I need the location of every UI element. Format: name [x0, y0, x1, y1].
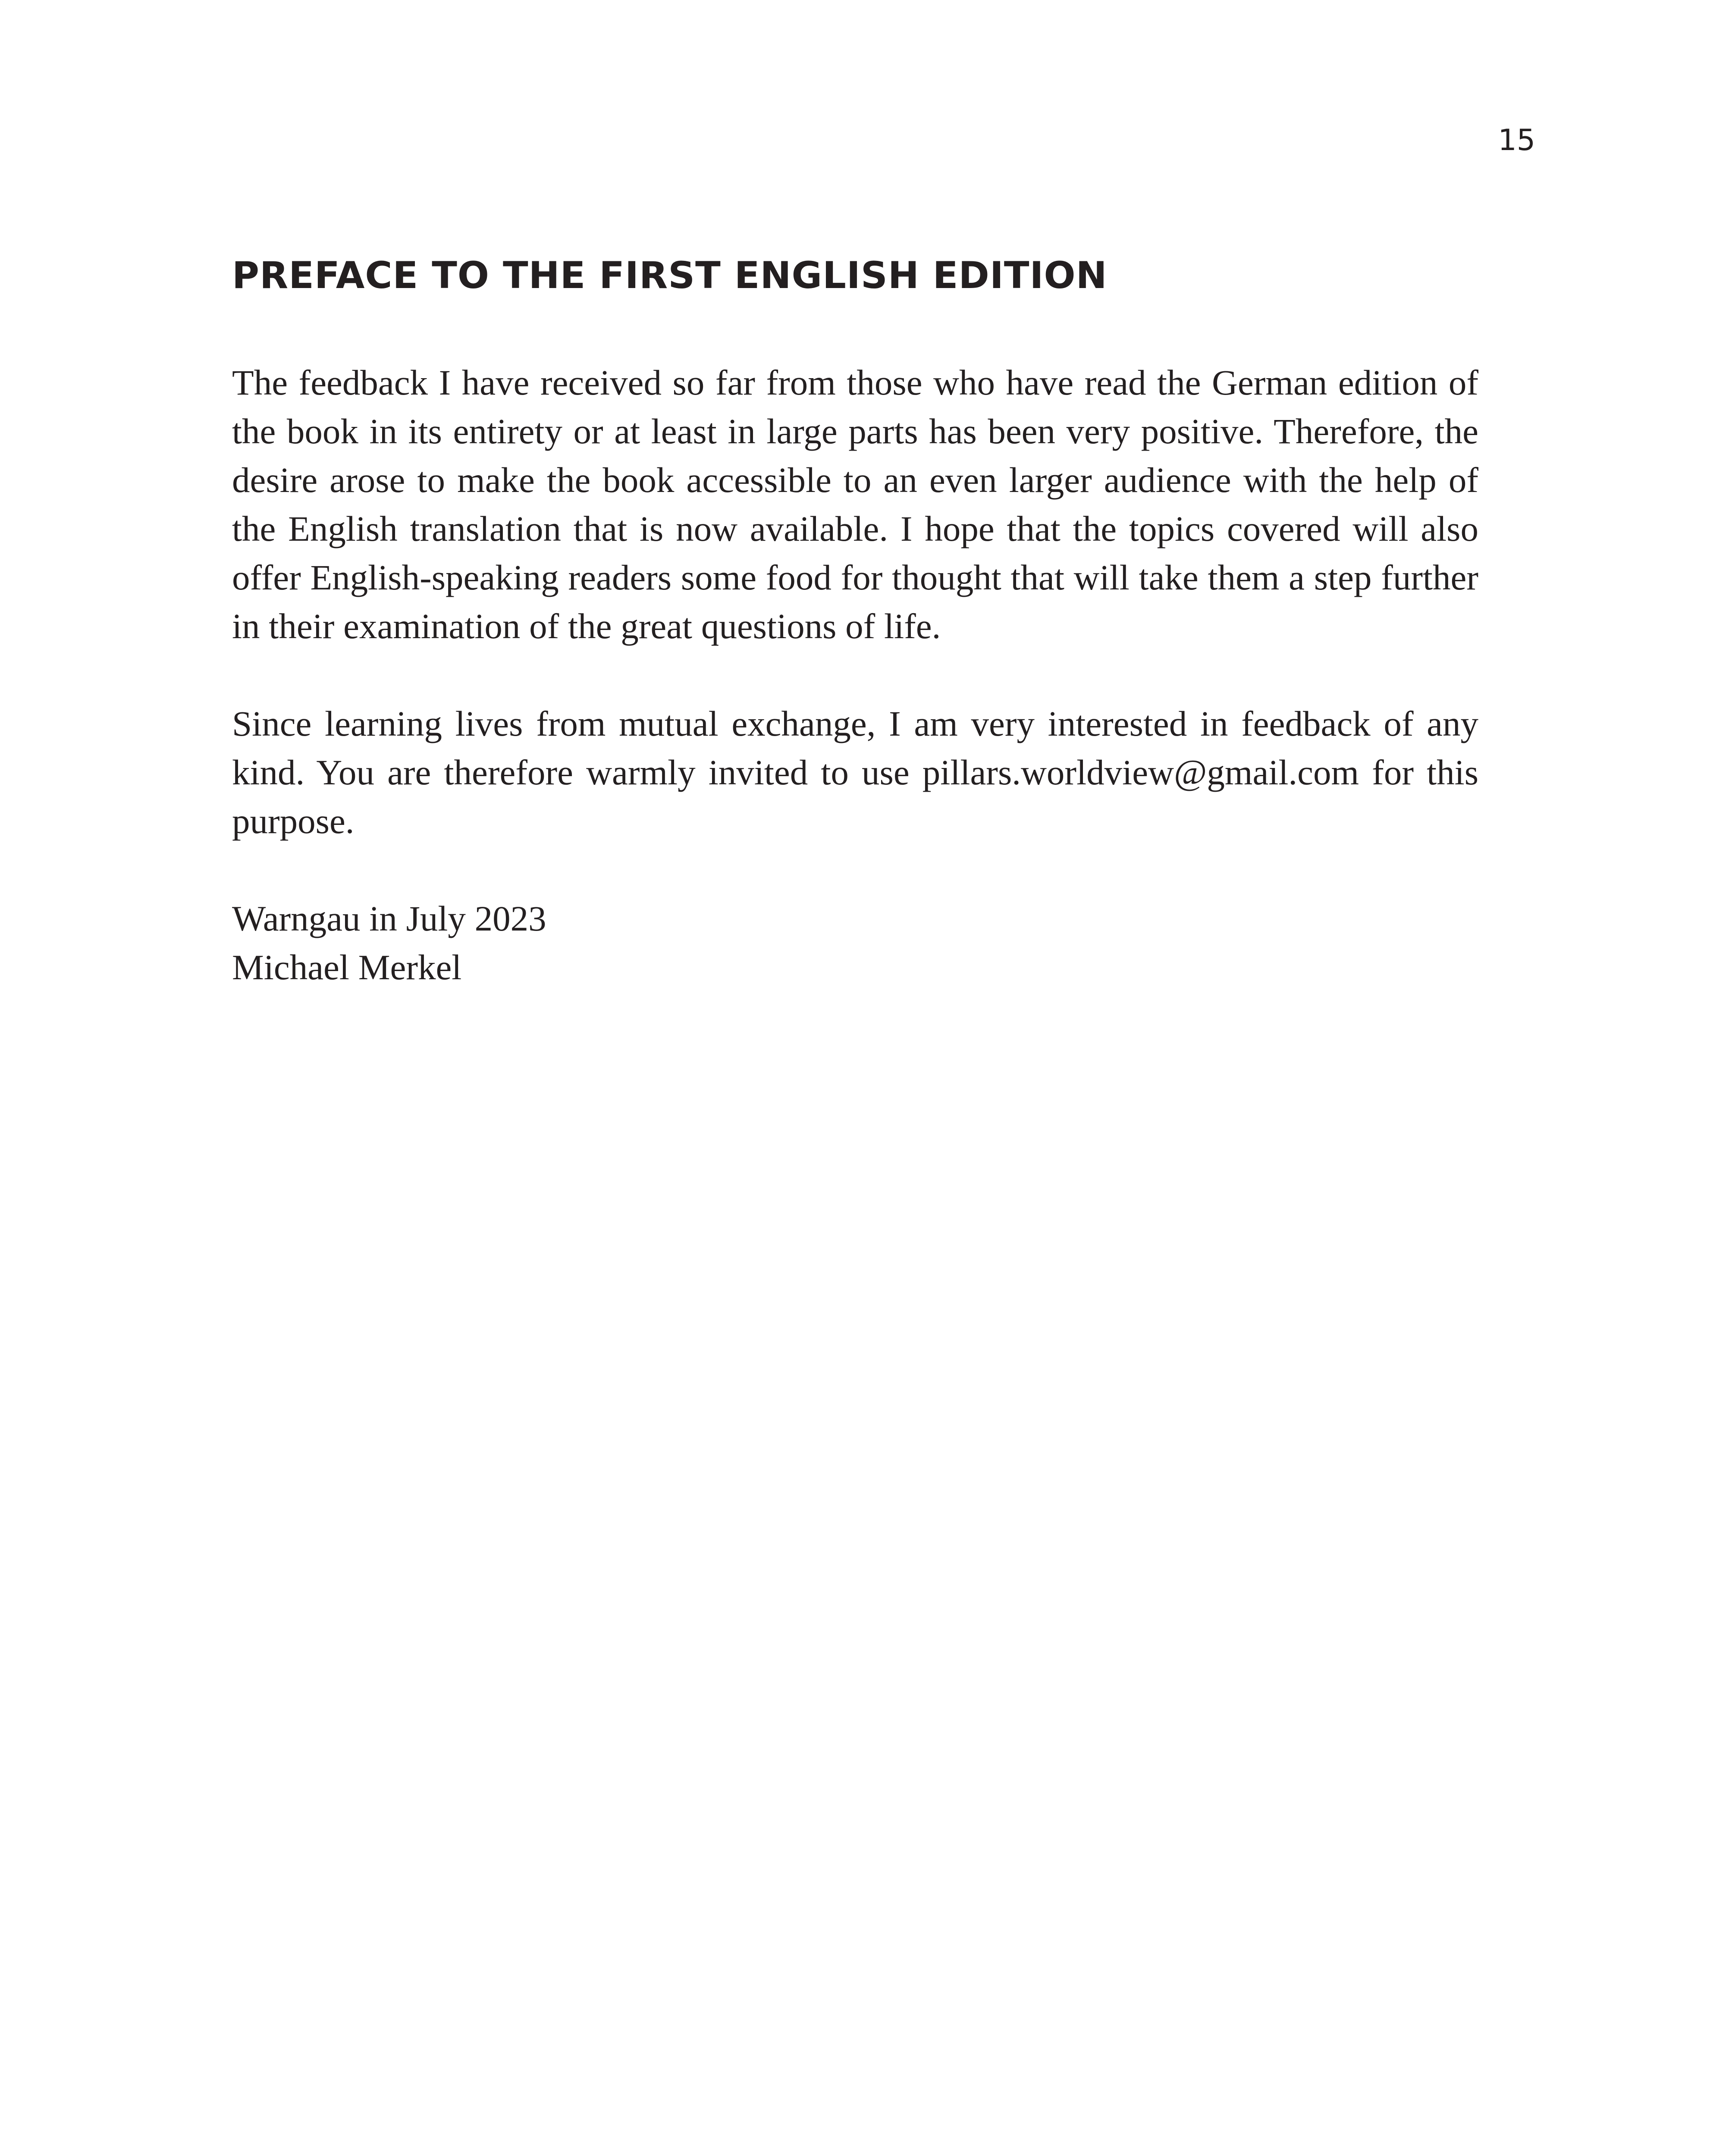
preface-section: [232, 254, 1478, 992]
signoff: [232, 894, 1478, 992]
place-date: Warngau in July 2023: [232, 899, 546, 939]
author-name: Michael Merkel: [232, 947, 462, 987]
preface-paragraph-2: Since learning lives from mutual exchange, I am very interested in feedback of any kind. You are therefore warmly invited to use pillars.worldview@gmail.com for this purpose.: [232, 704, 1478, 841]
preface-body: [232, 358, 1478, 992]
page-number: 15: [1498, 123, 1535, 157]
preface-heading: PREFACE TO THE FIRST ENGLISH EDITION: [232, 254, 1108, 297]
preface-paragraph-1: The feedback I have received so far from those who have read the German edition of the book in its entirety or at least in large parts has been very positive. Therefore, the desire arose to make the book accessible to an even larger audience with the help of the English translation that is now available. I hope that the topics covered will also offer English-speaking readers some food for thought that will take them a step further in their examination of the great questions of life.: [232, 363, 1478, 646]
